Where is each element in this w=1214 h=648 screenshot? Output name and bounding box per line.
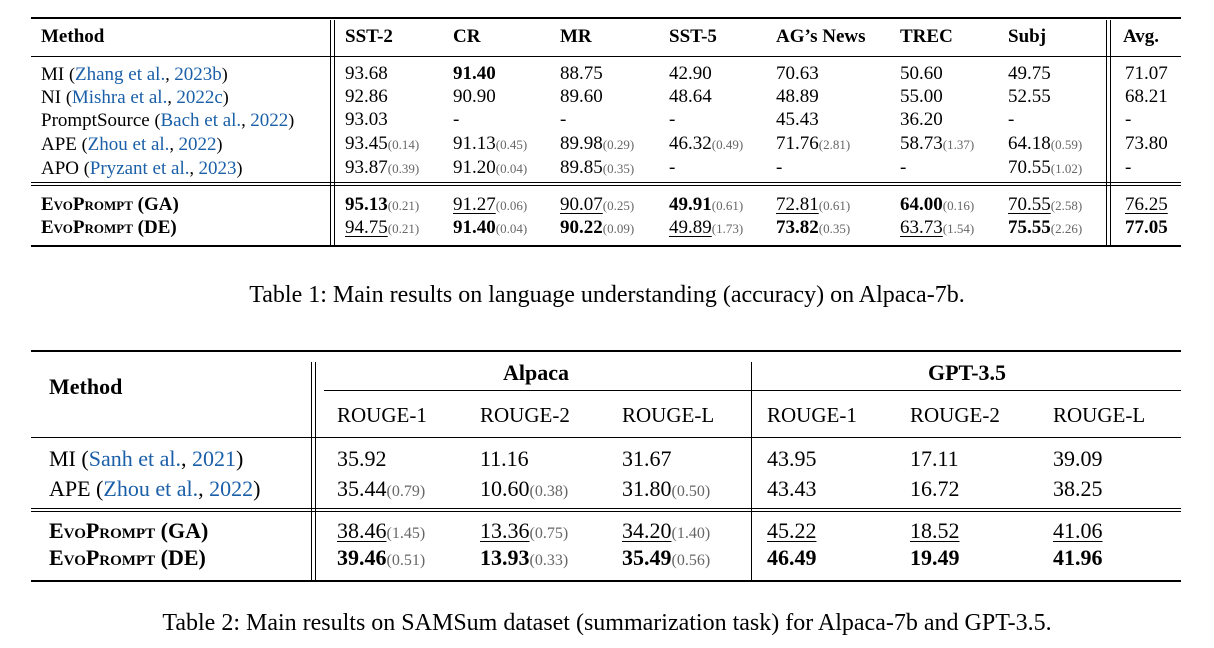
value-cell: 34.20(1.40)	[622, 518, 711, 543]
avg-cell: 77.05	[1125, 217, 1168, 238]
value-cell: 91.20(0.04)	[453, 157, 528, 178]
header-method: Method	[41, 26, 105, 47]
header-cr: CR	[453, 26, 481, 47]
table-row	[31, 62, 1181, 86]
value-cell: 36.20	[900, 109, 943, 130]
value-cell: 71.76(2.81)	[776, 133, 851, 154]
sub-rouge2-gpt: ROUGE-2	[910, 403, 1000, 427]
header-rule	[31, 56, 1181, 57]
value-cell: 43.95	[767, 446, 817, 471]
method-cell: EvoPrompt (GA)	[49, 518, 209, 543]
mid-rule-1	[31, 508, 1181, 509]
value-cell: 48.64	[669, 86, 712, 107]
value-cell: 16.72	[910, 476, 960, 501]
value-cell: -	[560, 109, 567, 130]
value-cell: 75.55(2.26)	[1008, 217, 1083, 238]
value-cell: -	[1008, 109, 1015, 130]
vbar-left-b	[334, 20, 335, 245]
header-sst5: SST-5	[669, 26, 717, 47]
value-cell: 70.55(2.58)	[1008, 194, 1083, 215]
method-cell: APE (Zhou et al., 2022)	[41, 134, 223, 155]
value-cell: 72.81(0.61)	[776, 194, 851, 215]
table-row	[31, 156, 1181, 180]
table-1-header-row	[31, 25, 1181, 49]
mid-rule-2	[31, 511, 1181, 512]
value-cell: 11.16	[480, 446, 529, 471]
vbar-left-a	[330, 20, 331, 245]
value-cell: 90.22(0.09)	[560, 217, 635, 238]
method-cell: EvoPrompt (GA)	[41, 194, 179, 215]
value-cell: 49.75	[1008, 63, 1051, 84]
value-cell: 70.63	[776, 63, 819, 84]
header-avg: Avg.	[1123, 26, 1160, 47]
method-cell: MI (Zhang et al., 2023b)	[41, 64, 228, 85]
header-trec: TREC	[900, 26, 953, 47]
group-gpt35: GPT-3.5	[927, 360, 1007, 385]
value-cell: 41.96	[1053, 545, 1103, 570]
vbar-right-b	[1110, 20, 1111, 245]
value-cell: 49.91(0.61)	[669, 194, 744, 215]
bottom-rule	[31, 580, 1181, 582]
top-rule	[31, 17, 1181, 19]
value-cell: 52.55	[1008, 86, 1051, 107]
vbar-a	[311, 362, 312, 580]
table-2-subheader-row	[31, 400, 1181, 430]
value-cell: -	[900, 157, 907, 178]
value-cell: 63.73(1.54)	[900, 217, 975, 238]
value-cell: 45.43	[776, 109, 819, 130]
value-cell: 89.85(0.35)	[560, 157, 635, 178]
vbar-group-split	[751, 362, 752, 580]
value-cell: 55.00	[900, 86, 943, 107]
method-cell: APE (Zhou et al., 2022)	[49, 476, 261, 501]
sub-rouge1-gpt: ROUGE-1	[767, 403, 857, 427]
table-row	[31, 474, 1181, 504]
value-cell: 91.40(0.04)	[453, 217, 528, 238]
method-cell: APO (Pryzant et al., 2023)	[41, 158, 243, 179]
value-cell: 18.52	[910, 518, 960, 543]
value-cell: 45.22	[767, 518, 817, 543]
value-cell: 42.90	[669, 63, 712, 84]
mid-rule-2	[31, 185, 1181, 186]
value-cell: 13.36(0.75)	[480, 518, 569, 543]
value-cell: -	[669, 157, 676, 178]
value-cell: 90.07(0.25)	[560, 194, 635, 215]
group-alpaca: Alpaca	[503, 360, 569, 385]
mid-rule-1	[31, 182, 1181, 183]
value-cell: 88.75	[560, 63, 603, 84]
value-cell: 93.68	[345, 63, 388, 84]
avg-cell: 71.07	[1125, 63, 1168, 84]
method-cell: EvoPrompt (DE)	[49, 545, 206, 570]
value-cell: 31.67	[622, 446, 672, 471]
method-cell: PromptSource (Bach et al., 2022)	[41, 110, 295, 131]
table-2-caption: Table 2: Main results on SAMSum dataset (summarization task) for Alpaca-7b and GPT-3.5.	[162, 610, 1052, 636]
value-cell: 64.00(0.16)	[900, 194, 975, 215]
value-cell: 89.60	[560, 86, 603, 107]
header-sst2: SST-2	[345, 26, 393, 47]
value-cell: 46.32(0.49)	[669, 133, 744, 154]
value-cell: 89.98(0.29)	[560, 133, 635, 154]
value-cell: 38.25	[1053, 476, 1103, 501]
value-cell: 13.93(0.33)	[480, 545, 569, 570]
table-row	[31, 216, 1181, 240]
table-1-caption: Table 1: Main results on language understanding (accuracy) on Alpaca-7b.	[249, 282, 965, 308]
table-row	[31, 132, 1181, 156]
value-cell: 31.80(0.50)	[622, 476, 711, 501]
value-cell: 64.18(0.59)	[1008, 133, 1083, 154]
value-cell: 41.06	[1053, 518, 1103, 543]
avg-cell: -	[1125, 109, 1132, 130]
table-2	[31, 350, 1181, 582]
table-row	[31, 108, 1181, 132]
value-cell: 58.73(1.37)	[900, 133, 975, 154]
top-rule	[31, 350, 1181, 352]
value-cell: 49.89(1.73)	[669, 217, 744, 238]
method-cell: NI (Mishra et al., 2022c)	[41, 87, 229, 108]
value-cell: -	[453, 109, 460, 130]
value-cell: 95.13(0.21)	[345, 194, 420, 215]
vbar-b	[315, 362, 316, 580]
sub-rougel-gpt: ROUGE-L	[1053, 403, 1146, 427]
sub-rougel-alpaca: ROUGE-L	[622, 403, 715, 427]
value-cell: 93.03	[345, 109, 388, 130]
value-cell: 91.40	[453, 63, 496, 84]
avg-cell: 76.25	[1125, 194, 1168, 215]
method-cell: EvoPrompt (DE)	[41, 217, 177, 238]
header-subj: Subj	[1008, 26, 1047, 47]
value-cell: 94.75(0.21)	[345, 217, 420, 238]
table-2-group-row	[31, 358, 1181, 388]
value-cell: 35.92	[337, 446, 387, 471]
value-cell: 35.49(0.56)	[622, 545, 711, 570]
value-cell: 73.82(0.35)	[776, 217, 851, 238]
header-rule	[31, 437, 1181, 438]
method-cell: MI (Sanh et al., 2021)	[49, 446, 244, 471]
header-agnews: AG’s News	[776, 26, 866, 47]
value-cell: 38.46(1.45)	[337, 518, 426, 543]
sub-rouge2-alpaca: ROUGE-2	[480, 403, 570, 427]
value-cell: -	[776, 157, 783, 178]
value-cell: 91.27(0.06)	[453, 194, 528, 215]
table-row	[31, 85, 1181, 109]
bottom-rule	[31, 245, 1181, 247]
table-row	[31, 516, 1181, 546]
avg-cell: 73.80	[1125, 133, 1168, 154]
value-cell: 90.90	[453, 86, 496, 107]
value-cell: 93.45(0.14)	[345, 133, 420, 154]
value-cell: 50.60	[900, 63, 943, 84]
table-1	[31, 17, 1181, 247]
avg-cell: -	[1125, 157, 1132, 178]
group-rule	[324, 390, 1181, 391]
value-cell: 92.86	[345, 86, 388, 107]
value-cell: 91.13(0.45)	[453, 133, 528, 154]
value-cell: 17.11	[910, 446, 959, 471]
value-cell: 39.46(0.51)	[337, 545, 426, 570]
table-row	[31, 444, 1181, 474]
value-cell: 48.89	[776, 86, 819, 107]
avg-cell: 68.21	[1125, 86, 1168, 107]
value-cell: 70.55(1.02)	[1008, 157, 1083, 178]
header-mr: MR	[560, 26, 592, 47]
value-cell: 19.49	[910, 545, 960, 570]
value-cell: -	[669, 109, 676, 130]
value-cell: 10.60(0.38)	[480, 476, 569, 501]
table-row	[31, 193, 1181, 217]
header-method: Method	[49, 374, 123, 399]
value-cell: 43.43	[767, 476, 817, 501]
value-cell: 35.44(0.79)	[337, 476, 426, 501]
sub-rouge1-alpaca: ROUGE-1	[337, 403, 427, 427]
value-cell: 93.87(0.39)	[345, 157, 420, 178]
value-cell: 46.49	[767, 545, 817, 570]
vbar-right-a	[1106, 20, 1107, 245]
table-row	[31, 543, 1181, 573]
value-cell: 39.09	[1053, 446, 1103, 471]
